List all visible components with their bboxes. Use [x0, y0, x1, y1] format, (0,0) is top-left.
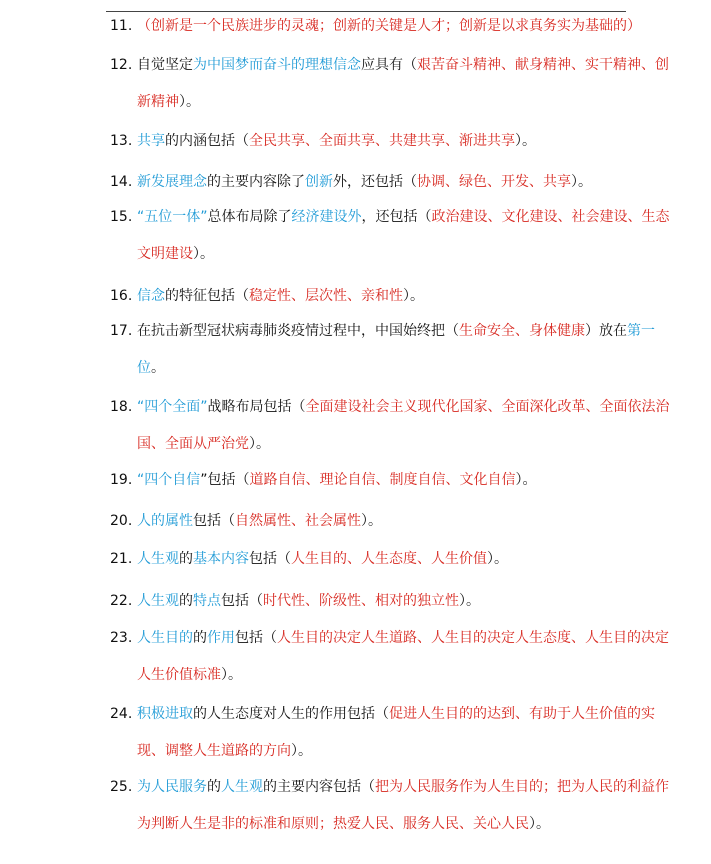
item-text: 的	[179, 551, 193, 567]
answer-text: 全民共享、全面共享、共建共享、渐进共享	[249, 133, 515, 149]
list-item	[110, 583, 682, 620]
answer-text: 把为人民服务作为人生目的；把为人民的利益作为判断人生是非的标准和原则；热爱人民、服务人民、关心人民	[137, 779, 669, 832]
item-text: ）放在	[585, 323, 627, 339]
answer-text: 协调、绿色、开发、共享	[417, 174, 571, 190]
list-item	[110, 541, 682, 578]
list-item	[110, 123, 682, 160]
item-text: ）。	[249, 436, 270, 452]
keyword-text: 人的属性	[137, 513, 193, 529]
item-text: 包括（	[249, 551, 291, 567]
list-item	[110, 769, 682, 843]
item-number: 19.	[110, 472, 133, 488]
item-number: 23.	[110, 630, 133, 646]
list-item	[110, 503, 682, 540]
list-item	[110, 199, 682, 273]
keyword-text: 新发展理念	[137, 174, 207, 190]
list-item	[110, 278, 682, 315]
item-text: 应具有（	[361, 57, 417, 73]
keyword-text: 人生观	[137, 551, 179, 567]
answer-text: 政治建设、文化建设、社会建设、生态文明建设	[137, 209, 670, 262]
answer-text: 人生目的、人生态度、人生价值	[291, 551, 487, 567]
item-text: 包括（	[193, 513, 235, 529]
item-text: ）。	[529, 816, 550, 832]
keyword-text: 共享	[137, 133, 165, 149]
keyword-text: 作用	[207, 630, 235, 646]
item-text: 的	[179, 593, 193, 609]
item-text: 在抗击新型冠状病毒肺炎疫情过程中，中国始终把（	[137, 323, 459, 339]
list-item	[110, 389, 682, 463]
item-text: ，还包括（	[361, 209, 432, 225]
item-text: ）。	[459, 593, 480, 609]
item-number: 21.	[110, 551, 133, 567]
keyword-text: 人生观	[221, 779, 263, 795]
answer-text: 道路自信、理论自信、制度自信、文化自信	[249, 472, 516, 488]
item-text: 包括（	[235, 630, 277, 646]
keyword-text: 信念	[137, 288, 165, 304]
answer-text: 促进人生目的的达到、有助于人生价值的实现、调整人生道路的方向	[137, 706, 655, 759]
keyword-text: “五位一体”	[137, 209, 208, 225]
item-number: 24.	[110, 706, 133, 722]
item-number: 20.	[110, 513, 133, 529]
item-text: 的	[207, 779, 221, 795]
item-number: 25.	[110, 779, 133, 795]
item-text: 的内涵包括（	[165, 133, 249, 149]
item-number: 14.	[110, 174, 133, 190]
answer-text: 人生目的决定人生道路、人生目的决定人生态度、人生目的决定人生价值标准	[137, 630, 669, 683]
item-text: 的人生态度对人生的作用包括（	[193, 706, 389, 722]
item-text: 的主要内容包括（	[263, 779, 375, 795]
item-number: 18.	[110, 399, 133, 415]
keyword-text: 为中国梦而奋斗的理想信念	[193, 57, 361, 73]
item-text: 包括（	[221, 593, 263, 609]
item-text: 的	[193, 630, 207, 646]
item-text: 自觉坚定	[137, 57, 193, 73]
keyword-text: “四个全面”	[137, 399, 208, 415]
list-item	[110, 164, 682, 201]
keyword-text: 为人民服务	[137, 779, 207, 795]
item-number: 13.	[110, 133, 133, 149]
item-number: 11.	[110, 18, 133, 34]
item-text: 的主要内容除了	[207, 174, 305, 190]
item-number: 15.	[110, 209, 133, 225]
item-text: ）。	[291, 743, 312, 759]
answer-text: 全面建设社会主义现代化国家、全面深化改革、全面依法治国、全面从严治党	[137, 399, 670, 452]
list-item	[110, 462, 682, 499]
answer-text: 时代性、阶级性、相对的独立性	[263, 593, 459, 609]
answer-text: （创新是一个民族进步的灵魂；创新的关键是人才；创新是以求真务实为基础的）	[137, 18, 641, 34]
answer-text: 艰苦奋斗精神、献身精神、实干精神、创新精神	[137, 57, 669, 110]
item-text: ）。	[361, 513, 382, 529]
item-number: 16.	[110, 288, 133, 304]
keyword-text: 第一位	[137, 323, 655, 376]
item-text: ）。	[515, 133, 536, 149]
answer-text: 稳定性、层次性、亲和性	[249, 288, 403, 304]
answer-text: 自然属性、社会属性	[235, 513, 361, 529]
item-text: 。	[151, 360, 165, 376]
item-text: 战略布局包括（	[207, 399, 306, 415]
item-text: 的特征包括（	[165, 288, 249, 304]
list-item	[110, 8, 682, 45]
list-item	[110, 47, 682, 121]
keyword-text: “四个自信	[137, 472, 201, 488]
answer-text: 生命安全、身体健康	[459, 323, 585, 339]
keyword-text: 特点	[193, 593, 221, 609]
list-item	[110, 313, 682, 387]
item-text: ）。	[487, 551, 508, 567]
item-text: 总体布局除了	[207, 209, 292, 225]
item-text: ）。	[193, 246, 214, 262]
keyword-text: 创新	[305, 174, 333, 190]
item-text: ”包括（	[200, 472, 250, 488]
list-item	[110, 696, 682, 770]
item-text: ）。	[571, 174, 592, 190]
item-number: 22.	[110, 593, 133, 609]
list-item	[110, 620, 682, 694]
keyword-text: 积极进取	[137, 706, 193, 722]
item-text: ）。	[221, 667, 242, 683]
keyword-text: 经济建设外	[291, 209, 362, 225]
item-text: 外，还包括（	[333, 174, 417, 190]
keyword-text: 基本内容	[193, 551, 249, 567]
item-text: ）。	[515, 472, 537, 488]
item-number: 17.	[110, 323, 133, 339]
item-text: ）。	[179, 94, 200, 110]
item-number: 12.	[110, 57, 133, 73]
keyword-text: 人生目的	[137, 630, 193, 646]
keyword-text: 人生观	[137, 593, 179, 609]
item-text: ）。	[403, 288, 424, 304]
